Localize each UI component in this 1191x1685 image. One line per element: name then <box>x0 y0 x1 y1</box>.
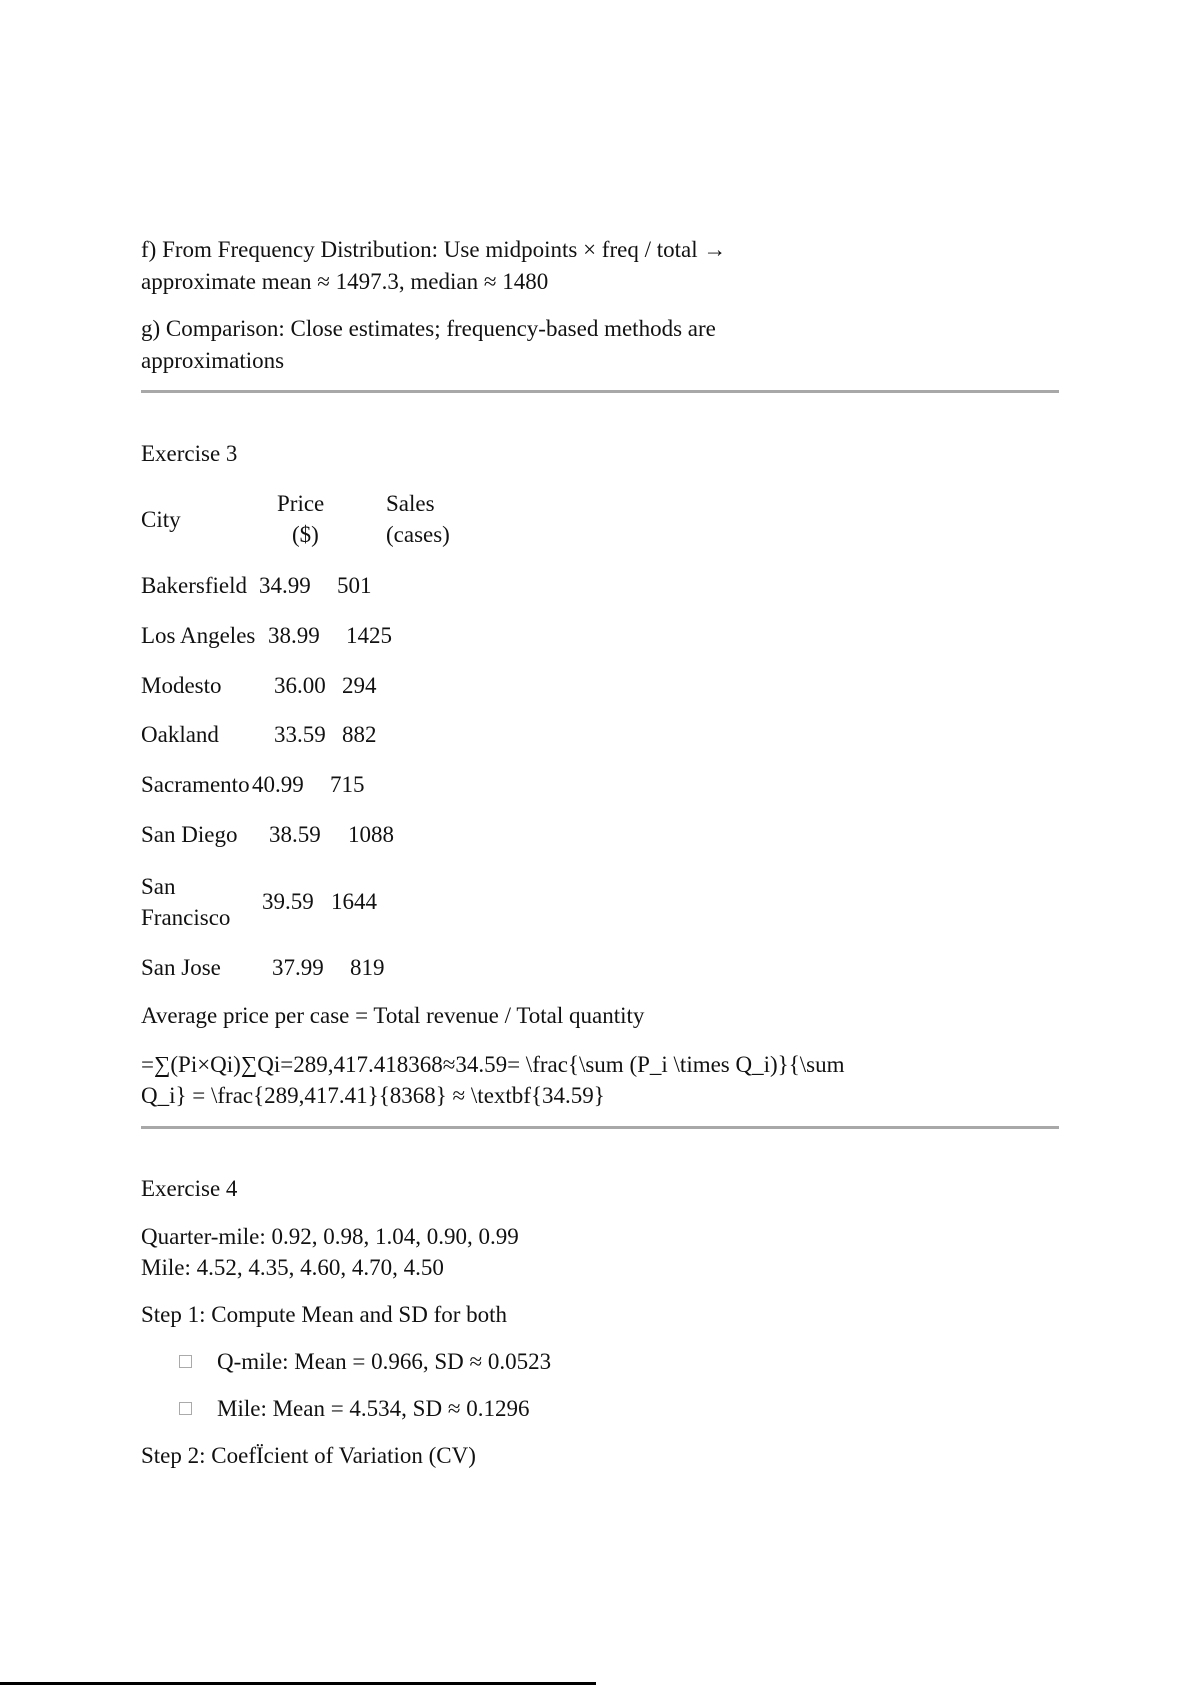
exercise-4-title: Exercise 4 <box>141 1176 238 1201</box>
item-g-line2: approximations <box>141 348 285 373</box>
city-cell: Modesto <box>141 673 222 698</box>
header-city: City <box>141 507 181 532</box>
header-sales-unit: (cases) <box>386 522 450 547</box>
city-cell: Sacramento <box>141 772 250 797</box>
price-cell: 38.99 <box>268 623 320 648</box>
quarter-mile-data: Quarter-mile: 0.92, 0.98, 1.04, 0.90, 0.99 <box>141 1224 519 1249</box>
formula-line2: Q_i} = \frac{289,417.41}{8368} ≈ \textbf{34.59} <box>141 1083 605 1108</box>
item-f-line2: approximate mean ≈ 1497.3, median ≈ 1480 <box>141 269 549 294</box>
city-cell: Oakland <box>141 722 219 747</box>
step-2: Step 2: CoefÏcient of Variation (CV) <box>141 1443 476 1468</box>
city-cell: San Jose <box>141 955 221 980</box>
sales-cell: 715 <box>330 772 365 797</box>
header-sales: Sales <box>386 491 435 516</box>
city-cell: Bakersfield <box>141 573 248 598</box>
price-cell: 36.00 <box>274 673 326 698</box>
divider <box>141 390 1059 393</box>
step-1: Step 1: Compute Mean and SD for both <box>141 1302 508 1327</box>
city-cell: San <box>141 874 176 899</box>
sales-cell: 819 <box>350 955 385 980</box>
formula-line1: =∑(Pi×Qi)∑Qi=289,417.418368≈34.59= \frac{\sum (P_i \times Q_i)}{\sum <box>141 1052 845 1077</box>
header-price: Price <box>277 491 325 516</box>
city-cell: San Diego <box>141 822 238 847</box>
sales-cell: 294 <box>342 673 377 698</box>
sales-cell: 1425 <box>346 623 392 648</box>
city-cell: Los Angeles <box>141 623 256 648</box>
item-f-line1: f) From Frequency Distribution: Use midpoints × freq / total → <box>141 237 727 262</box>
exercise-3-title: Exercise 3 <box>141 441 238 466</box>
divider <box>141 1126 1059 1129</box>
bullet-text: Q-mile: Mean = 0.966, SD ≈ 0.0523 <box>217 1349 552 1374</box>
price-cell: 37.99 <box>272 955 324 980</box>
bullet-box-icon <box>179 1355 192 1368</box>
price-cell: 34.99 <box>259 573 311 598</box>
mile-data: Mile: 4.52, 4.35, 4.60, 4.70, 4.50 <box>141 1255 444 1280</box>
sales-cell: 501 <box>337 573 372 598</box>
header-price-unit: ($) <box>292 522 319 547</box>
price-cell: 33.59 <box>274 722 326 747</box>
bullet-text: Mile: Mean = 4.534, SD ≈ 0.1296 <box>217 1396 530 1421</box>
sales-cell: 1088 <box>348 822 394 847</box>
price-cell: 40.99 <box>252 772 304 797</box>
sales-cell: 882 <box>342 722 377 747</box>
price-cell: 38.59 <box>269 822 321 847</box>
price-cell: 39.59 <box>262 889 314 914</box>
city-cell-line2: Francisco <box>141 905 231 930</box>
average-price-text: Average price per case = Total revenue / Total quantity <box>141 1003 645 1028</box>
sales-cell: 1644 <box>331 889 377 914</box>
item-g-line1: g) Comparison: Close estimates; frequency-based methods are <box>141 316 716 341</box>
bullet-box-icon <box>179 1402 192 1415</box>
